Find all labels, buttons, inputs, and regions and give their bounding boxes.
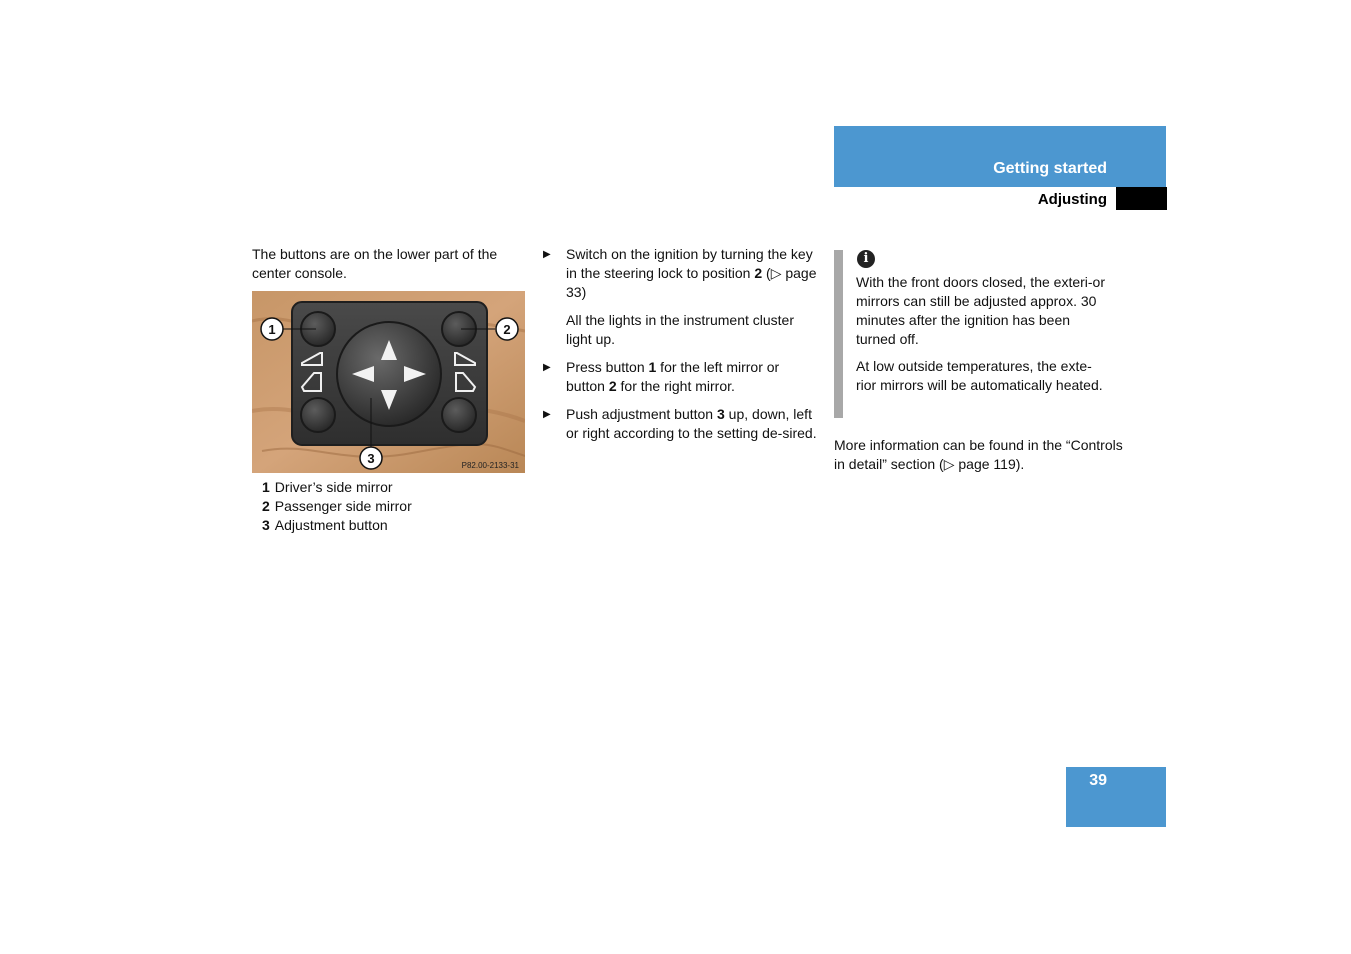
intro-text: The buttons are on the lower part of the center console. — [252, 246, 498, 281]
mirror-switch-figure — [252, 291, 525, 473]
section-title: Getting started — [993, 160, 1107, 177]
info-paragraph: At low outside temperatures, the exte-rior mirrors will be automatically heated. — [856, 358, 1103, 393]
legend-item-2: 2 Passenger side mirror — [262, 498, 412, 514]
svg-text:2: 2 — [503, 322, 511, 337]
bullet-arrow-icon: ▶ — [543, 362, 551, 373]
legend-item-1: 1 Driver’s side mirror — [262, 479, 393, 495]
info-paragraph: With the front doors closed, the exteri-or mirrors can still be adjusted approx. 30 minutes after the ignition has been turned off. — [856, 274, 1105, 347]
svg-text:1: 1 — [268, 322, 276, 337]
step-ignition-note: All the lights in the instrument cluster light up. — [566, 312, 794, 347]
mirror-control-panel-illustration — [252, 291, 525, 473]
subsection-title: Adjusting — [1037, 191, 1107, 208]
svg-text:3: 3 — [367, 451, 375, 466]
step-select-mirror: ▶ Press button 1 for the left mirror or button 2 for the right mirror. — [543, 359, 780, 394]
figure-code: P82.00-2133-31 — [461, 461, 519, 470]
legend-item-3: 3 Adjustment button — [262, 517, 388, 533]
info-icon: i — [857, 250, 875, 268]
step-ignition: ▶ Switch on the ignition by turning the key in the steering lock to position 2 (▷ page 33) — [543, 246, 817, 300]
page-number: 39 — [1089, 772, 1107, 789]
instruction-steps — [542, 245, 818, 452]
figure-legend — [262, 478, 527, 535]
callout-1 — [261, 318, 283, 340]
section-tab-marker — [1116, 187, 1167, 210]
info-note-box — [834, 250, 1110, 418]
bullet-arrow-icon: ▶ — [543, 249, 551, 260]
more-info-text: More information can be found in the “Controls in detail” section (▷ page 119). — [834, 437, 1123, 472]
callout-3 — [360, 447, 382, 469]
callout-2 — [496, 318, 518, 340]
step-adjust: ▶ Push adjustment button 3 up, down, left or right according to the setting de-sired. — [543, 406, 817, 441]
bullet-arrow-icon: ▶ — [543, 409, 551, 420]
